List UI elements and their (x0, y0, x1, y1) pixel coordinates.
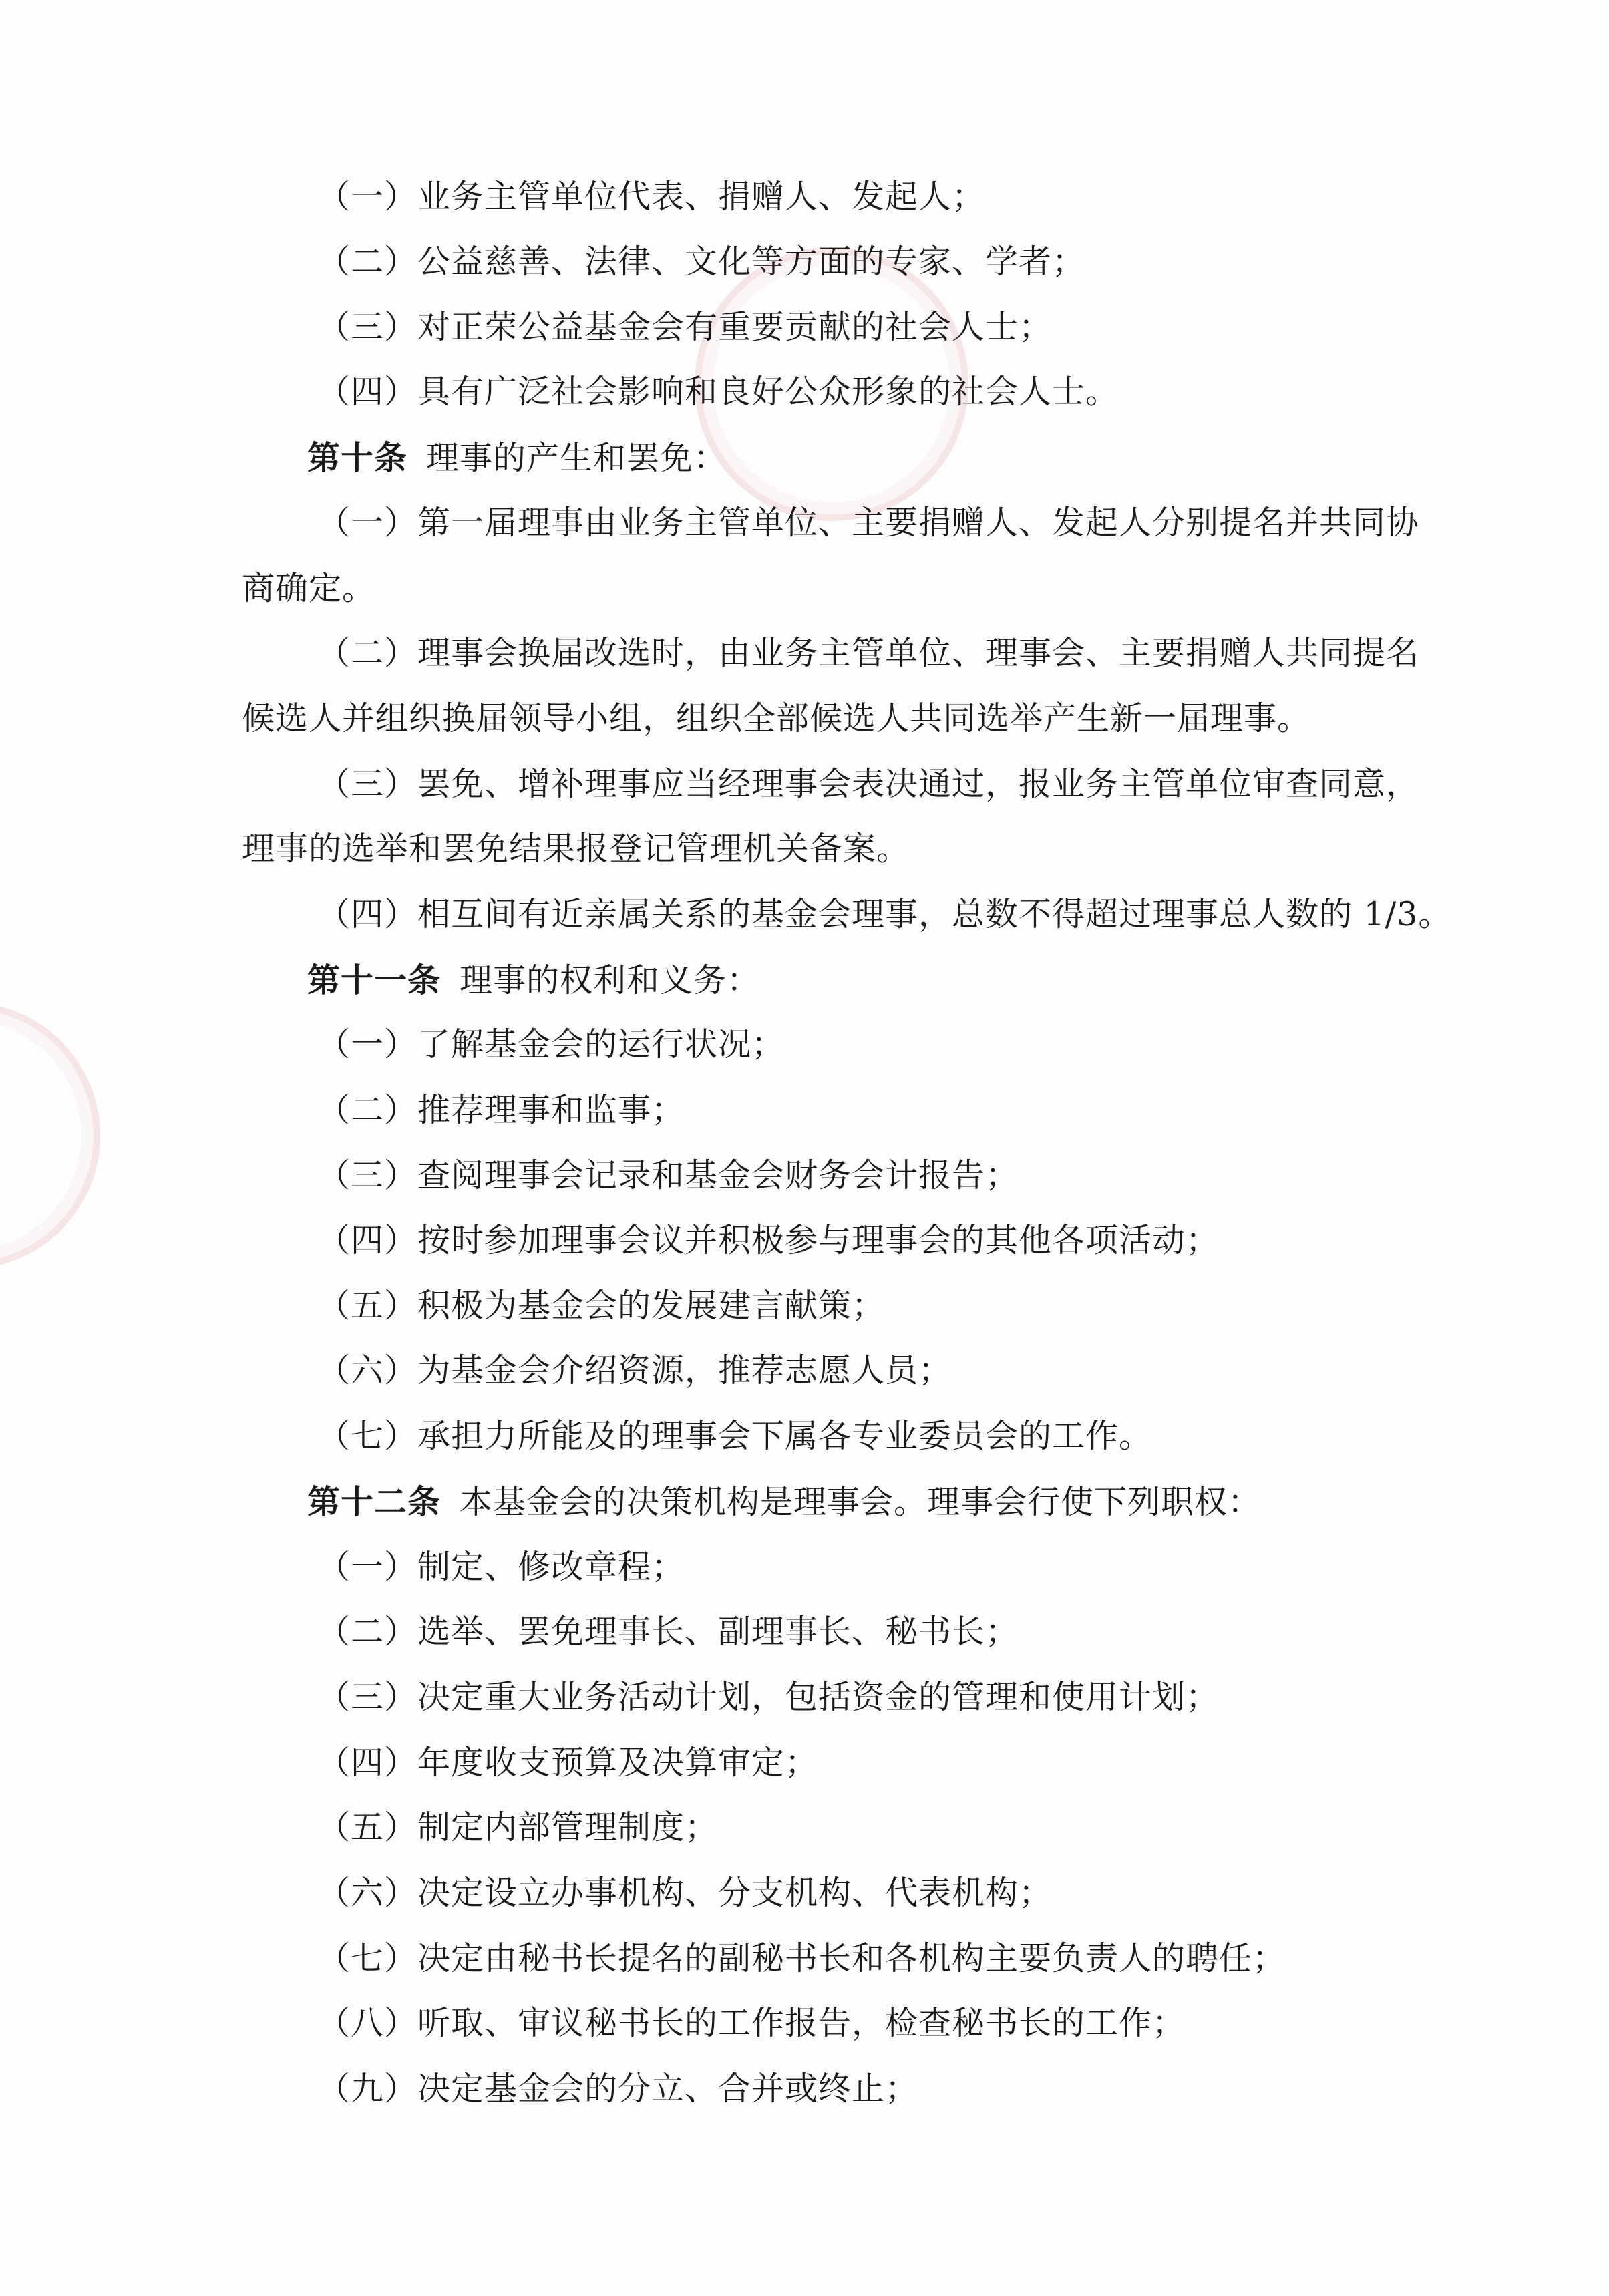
article-title: 理事的权利和义务： (460, 961, 761, 999)
clause-line: （二）推荐理事和监事； (317, 1091, 685, 1129)
article-number: 第十一条 (307, 961, 441, 999)
clause-line: （二）选举、罢免理事长、副理事长、秘书长； (317, 1613, 1019, 1651)
article-title: 本基金会的决策机构是理事会。理事会行使下列职权： (460, 1483, 1262, 1521)
clause-line: （三）决定重大业务活动计划，包括资金的管理和使用计划； (317, 1678, 1220, 1716)
clause-continuation: 候选人并组织换届领导小组，组织全部候选人共同选举产生新一届理事。 (242, 699, 1311, 737)
clause-line: （七）决定由秘书长提名的副秘书长和各机构主要负责人的聘任； (317, 1939, 1286, 1977)
clause-line: （二）公益慈善、法律、文化等方面的专家、学者； (317, 242, 1086, 281)
clause-continuation: 理事的选举和罢免结果报登记管理机关备案。 (242, 830, 910, 868)
clause-line: （四）相互间有近亲属关系的基金会理事，总数不得超过理事总人数的 1/3。 (317, 895, 1452, 933)
clause-continuation: 商确定。 (242, 569, 376, 607)
clause-line: （一）第一届理事由业务主管单位、主要捐赠人、发起人分别提名并共同协 (317, 504, 1420, 542)
clause-line: （四）按时参加理事会议并积极参与理事会的其他各项活动； (317, 1221, 1220, 1259)
article-heading (307, 960, 760, 1001)
article-heading (307, 1482, 1261, 1522)
clause-line: （七）承担力所能及的理事会下属各专业委员会的工作。 (317, 1417, 1153, 1455)
clause-line: （六）为基金会介绍资源，推荐志愿人员； (317, 1351, 952, 1389)
faded-seal-stamp-edge (0, 1002, 100, 1269)
clause-line: （四）具有广泛社会影响和良好公众形象的社会人士。 (317, 373, 1119, 411)
article-title: 理事的产生和罢免： (426, 439, 727, 477)
article-number: 第十条 (307, 438, 408, 477)
clause-line: （六）决定设立办事机构、分支机构、代表机构； (317, 1874, 1053, 1912)
clause-line: （一）了解基金会的运行状况； (317, 1025, 785, 1063)
clause-line: （三）对正荣公益基金会有重要贡献的社会人士； (317, 308, 1053, 346)
clause-line: （一）制定、修改章程； (317, 1548, 685, 1586)
article-heading (307, 438, 727, 478)
clause-line: （五）积极为基金会的发展建言献策； (317, 1287, 886, 1325)
clause-line: （三）罢免、增补理事应当经理事会表决通过，报业务主管单位审查同意， (317, 765, 1420, 803)
clause-line: （四）年度收支预算及决算审定； (317, 1744, 819, 1782)
clause-line: （八）听取、审议秘书长的工作报告，检查秘书长的工作； (317, 2004, 1186, 2042)
clause-line: （二）理事会换届改选时，由业务主管单位、理事会、主要捐赠人共同提名 (317, 634, 1420, 672)
clause-line: （九）决定基金会的分立、合并或终止； (317, 2070, 919, 2108)
clause-line: （一）业务主管单位代表、捐赠人、发起人； (317, 178, 986, 216)
clause-line: （三）查阅理事会记录和基金会财务会计报告； (317, 1156, 1019, 1194)
clause-line: （五）制定内部管理制度； (317, 1808, 719, 1846)
article-number: 第十二条 (307, 1482, 441, 1521)
